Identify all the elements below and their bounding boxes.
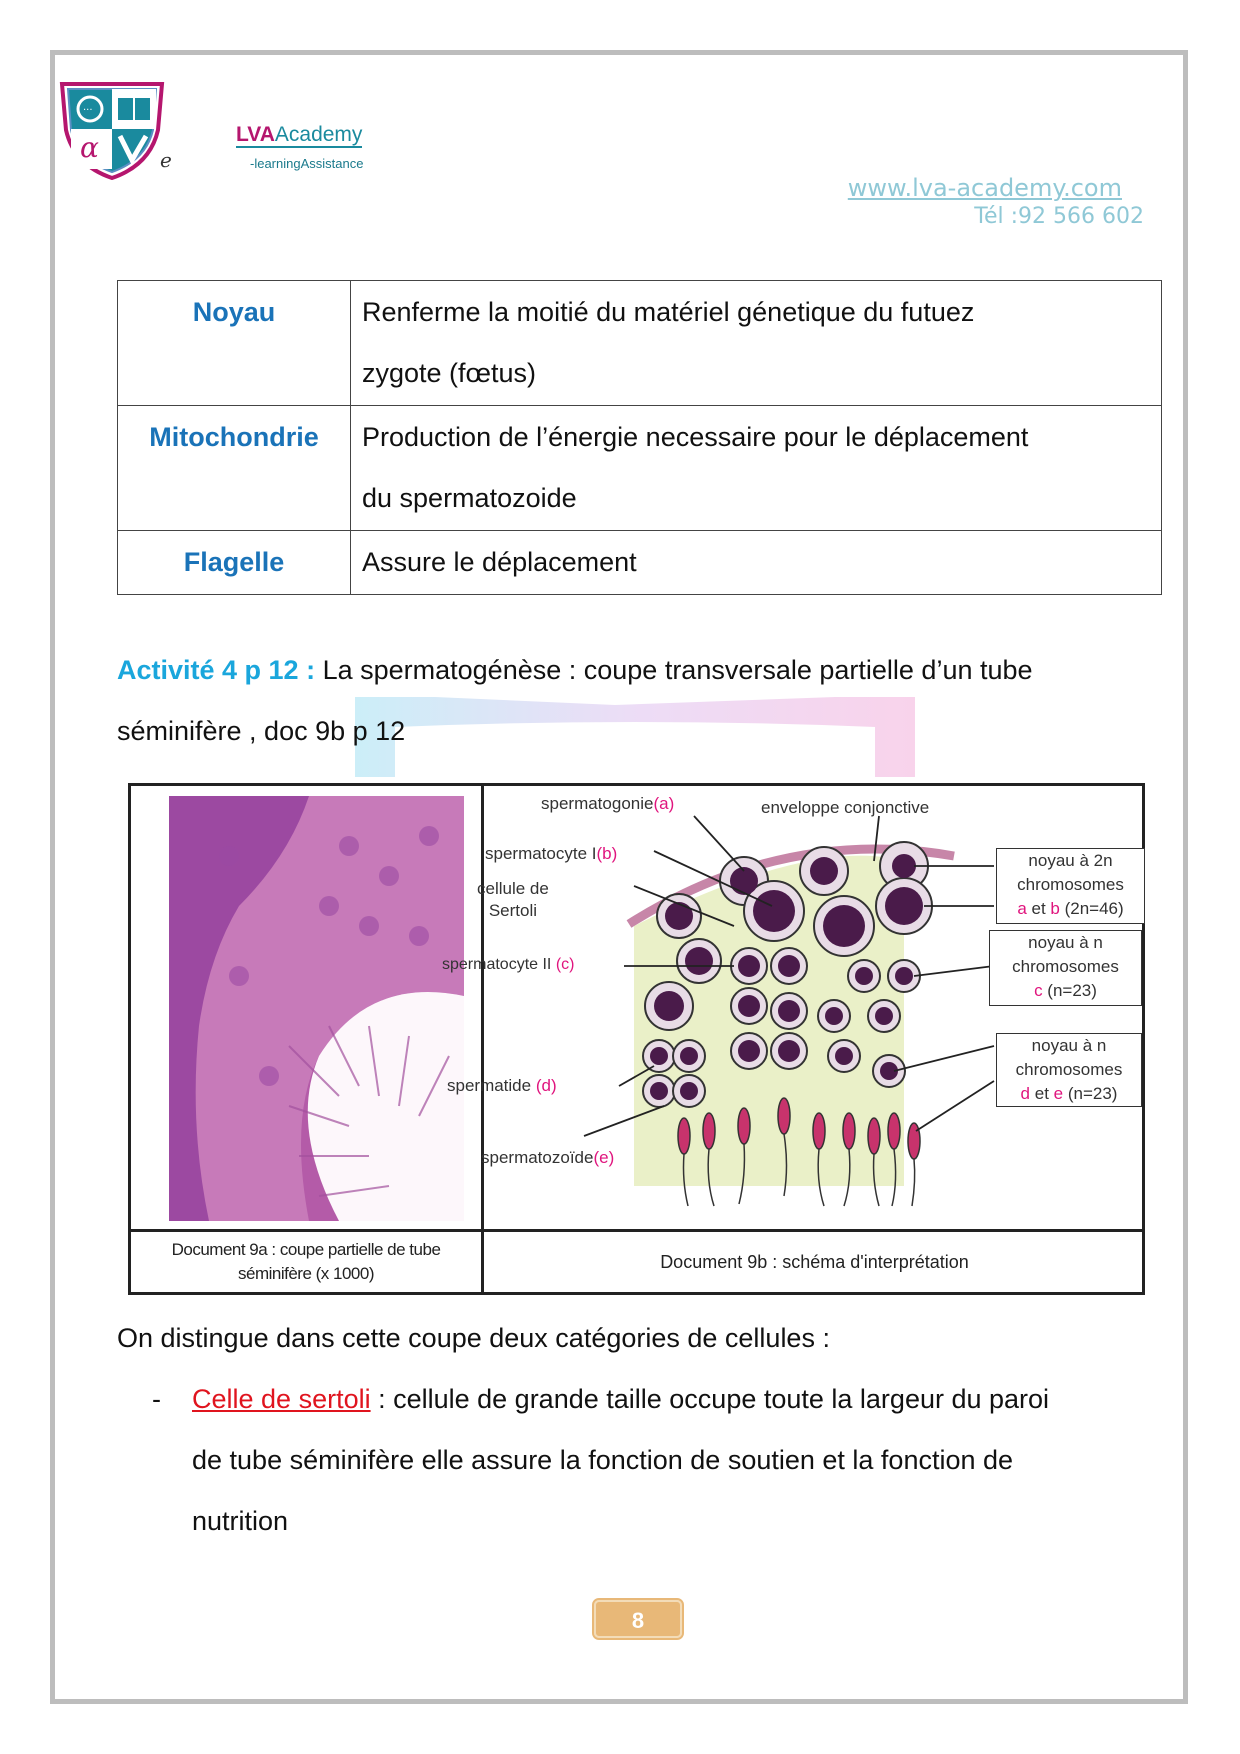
activity-text: La spermatogénèse : coupe transversale partielle d’un tube — [315, 655, 1033, 685]
label-text: spermatozoïde — [481, 1148, 594, 1167]
description-line: zygote (fœtus) — [362, 358, 537, 388]
organelle-name: Flagelle — [118, 531, 351, 595]
box-line: noyau à n — [1028, 933, 1103, 952]
bullet-item — [192, 1369, 1172, 1552]
label-text: spermatogonie — [541, 794, 654, 813]
box-text: (n=23) — [1063, 1084, 1118, 1103]
box-line: chromosomes — [1017, 875, 1124, 894]
description-line: Assure le déplacement — [362, 547, 637, 577]
box-line: chromosomes — [1012, 957, 1119, 976]
term-description-line: de tube séminifère elle assure la fonction de soutien et la fonction de — [192, 1445, 1014, 1475]
activity-text-line2: séminifère , doc 9b p 12 — [117, 716, 406, 746]
box-tag: e — [1053, 1084, 1064, 1103]
nucleus-box-n-c — [989, 930, 1142, 1006]
lva-academy-logo — [58, 80, 168, 180]
box-line — [997, 1082, 1141, 1106]
activity-label: Activité 4 p 12 : — [117, 655, 316, 685]
bullet-marker: - — [152, 1384, 161, 1414]
logo-letter: e — [160, 148, 172, 172]
term-description-line: nutrition — [192, 1506, 289, 1536]
box-line — [990, 979, 1141, 1003]
label-tag: (c) — [555, 956, 575, 973]
label-text: spermatide — [447, 1076, 536, 1095]
box-tag: a — [1017, 899, 1027, 918]
label-spermatocyte-1 — [485, 844, 617, 864]
table-row — [118, 531, 1162, 595]
box-text: (n=23) — [1042, 981, 1097, 1000]
table-row — [118, 406, 1162, 531]
page-number: 8 — [594, 1600, 682, 1638]
label-text: spermatocyte I — [485, 844, 597, 863]
intro-paragraph: On distingue dans cette coupe deux catégories de cellules : — [117, 1323, 830, 1353]
label-enveloppe: enveloppe conjonctive — [761, 798, 930, 817]
label-spermatocyte-2 — [442, 956, 574, 974]
box-tag: d — [1020, 1084, 1031, 1103]
brand-lva: LVA — [236, 123, 275, 146]
box-line — [997, 897, 1144, 921]
box-text: et — [1026, 899, 1051, 918]
label-text: cellule de — [477, 879, 549, 898]
organelle-name: Noyau — [118, 281, 351, 406]
brand-academy: Academy — [274, 123, 363, 146]
svg-text:α: α — [80, 131, 99, 164]
nucleus-box-2n — [996, 848, 1145, 924]
table-row — [118, 281, 1162, 406]
box-text: et — [1030, 1084, 1054, 1103]
box-line: chromosomes — [1015, 1060, 1123, 1079]
label-text: spermatocyte II — [442, 956, 556, 973]
box-tag: b — [1050, 899, 1060, 918]
label-text: Sertoli — [488, 901, 537, 920]
organelle-description — [351, 281, 1162, 406]
nucleus-box-n-de — [996, 1033, 1142, 1107]
term-sertoli: Celle de sertoli — [192, 1384, 371, 1414]
website-link[interactable]: www.lva-academy.com — [847, 174, 1122, 202]
caption-document-9a — [131, 1232, 481, 1292]
label-sertoli — [477, 878, 549, 922]
box-tag: c — [1034, 981, 1043, 1000]
description-line: Production de l’énergie necessaire pour le déplacement — [362, 422, 1029, 452]
box-text: (2n=46) — [1059, 899, 1124, 918]
phone-number: Tél :92 566 602 — [974, 204, 1144, 229]
description-line: Renferme la moitié du matériel génetique du futuez — [362, 297, 975, 327]
description-line: du spermatozoide — [362, 483, 577, 513]
caption-line: séminifère (x 1000) — [237, 1264, 374, 1283]
box-line: noyau à n — [1031, 1036, 1107, 1055]
activity-heading — [117, 640, 1177, 762]
brand-name — [236, 123, 362, 147]
micrograph-image — [169, 796, 464, 1221]
organelle-name: Mitochondrie — [118, 406, 351, 531]
label-spermatogonie — [541, 794, 674, 814]
organelle-description — [351, 531, 1162, 595]
label-tag: (a) — [653, 794, 675, 813]
brand-tagline: -learningAssistance — [250, 156, 364, 171]
caption-line: Document 9a : coupe partielle de tube — [171, 1240, 441, 1259]
label-tag: (e) — [593, 1148, 615, 1167]
svg-text:···: ··· — [83, 105, 93, 116]
organelle-table — [117, 280, 1162, 595]
document-figure — [128, 783, 1145, 1295]
label-tag: (d) — [535, 1076, 557, 1095]
label-spermatide — [447, 1076, 557, 1096]
caption-document-9b: Document 9b : schéma d'interprétation — [660, 1252, 969, 1272]
label-tag: (b) — [596, 844, 618, 863]
term-description: : cellule de grande taille occupe toute la largeur du paroi — [370, 1384, 1050, 1414]
label-spermatozoide — [481, 1148, 614, 1168]
organelle-description — [351, 406, 1162, 531]
box-line: noyau à 2n — [1028, 851, 1113, 870]
